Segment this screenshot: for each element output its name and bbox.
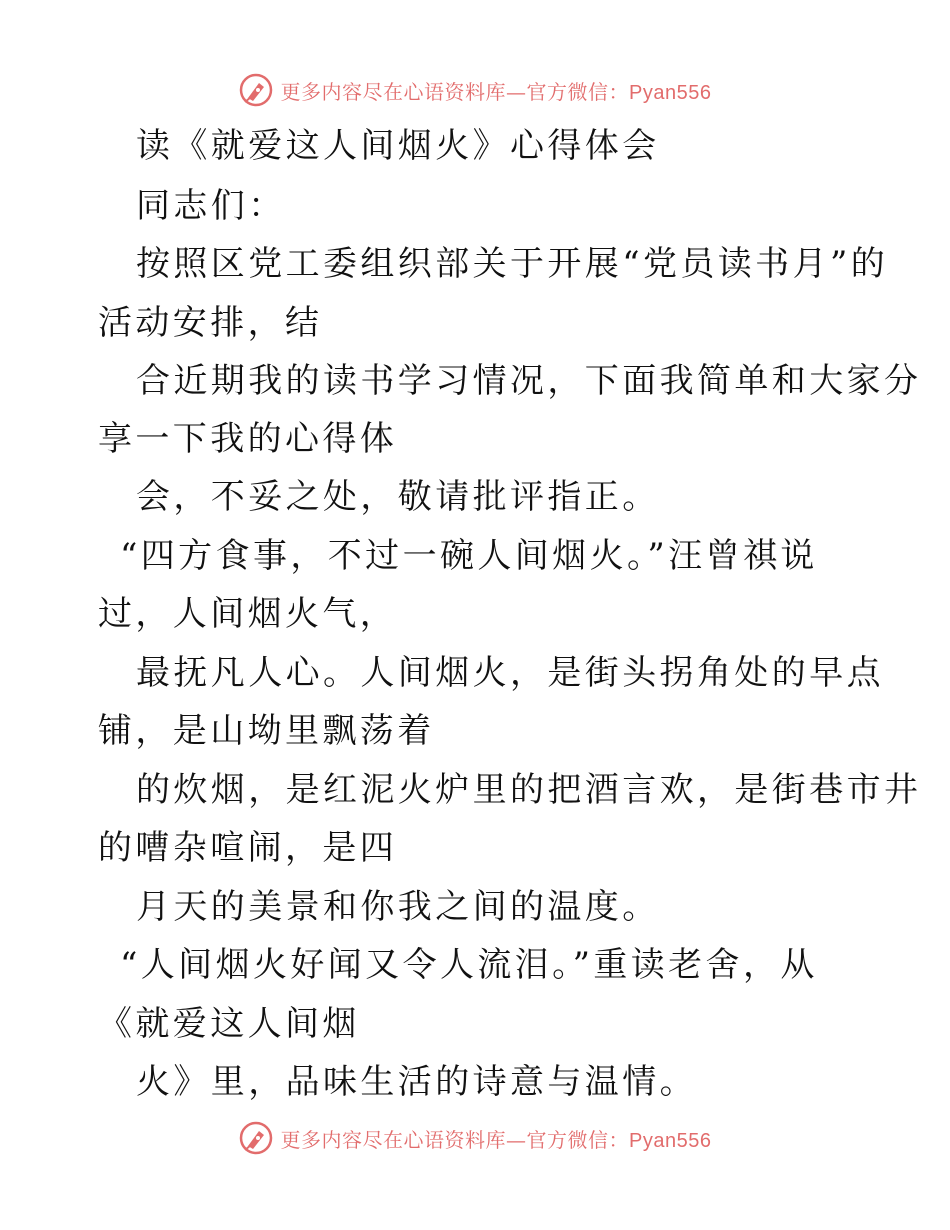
body-line: 最抚凡人心。人间烟火，是街头拐角处的早点	[136, 653, 884, 693]
body-line: 合近期我的读书学习情况，下面我简单和大家分	[136, 361, 922, 401]
body-line: 火》里，品味生活的诗意与温情。	[136, 1062, 697, 1102]
body-line: 月天的美景和你我之间的温度。	[136, 887, 660, 927]
watermark-handle: Pyan556	[629, 81, 712, 104]
body-line: 按照区党工委组织部关于开展“党员读书月”的	[136, 244, 889, 284]
header-watermark	[0, 70, 950, 110]
watermark-text: 更多内容尽在心语资料库—官方微信：Pyan556	[280, 79, 712, 104]
body-line: 活动安排，结	[98, 303, 323, 343]
pen-nib-logo-icon	[239, 1121, 273, 1155]
body-line: 会，不妥之处，敬请批评指正。	[136, 477, 660, 517]
body-line: “四方食事，不过一碗人间烟火。”汪曾祺说	[120, 536, 818, 576]
body-line: “人间烟火好闻又令人流泪。”重读老舍，从	[120, 945, 818, 985]
pen-nib-logo-icon	[239, 73, 273, 107]
body-line: 铺，是山坳里飘荡着	[98, 711, 435, 751]
document-title: 读《就爱这人间烟火》心得体会	[136, 126, 660, 166]
salutation: 同志们：	[136, 186, 286, 226]
body-line: 的嘈杂喧闹，是四	[98, 828, 398, 868]
watermark-handle: Pyan556	[629, 1129, 712, 1152]
body-line: 的炊烟，是红泥火炉里的把酒言欢，是街巷市井	[136, 770, 922, 810]
body-line: 过，人间烟火气，	[98, 594, 398, 634]
watermark-text: 更多内容尽在心语资料库—官方微信：Pyan556	[280, 1127, 712, 1152]
footer-watermark	[0, 1118, 950, 1158]
body-line: 《就爱这人间烟	[98, 1004, 360, 1044]
body-line: 享一下我的心得体	[98, 419, 398, 459]
